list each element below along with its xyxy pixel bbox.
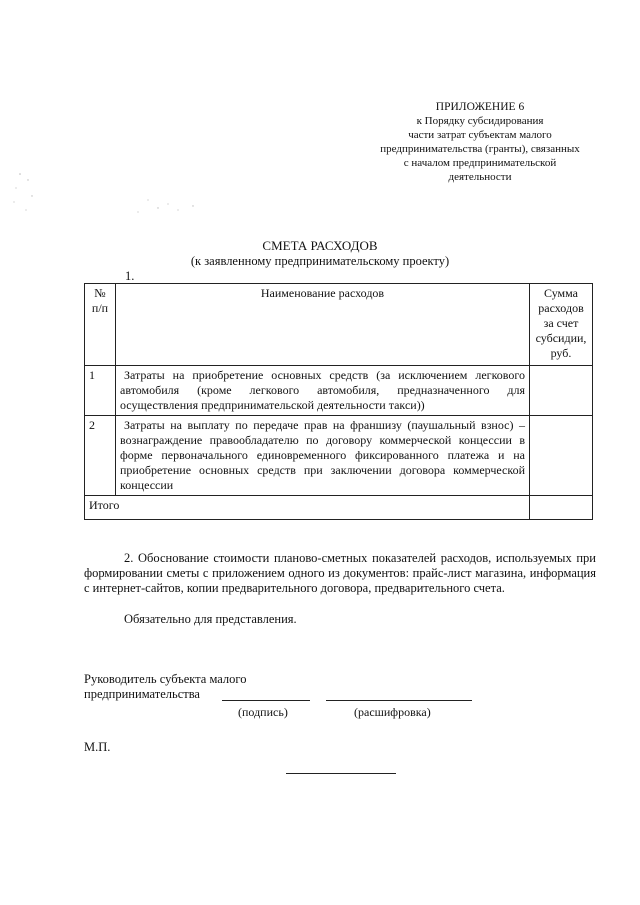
document-subtitle: (к заявленному предпринимательскому проекту) [190, 254, 450, 268]
total-label: Итого [85, 496, 530, 520]
signature-caption: (подпись) [238, 705, 288, 719]
row-number: 1 [85, 366, 116, 416]
row-sum [530, 416, 593, 496]
appendix-block [360, 100, 600, 184]
row-description: Затраты на приобретение основных средств (за исключением легкового автомобиля (кроме легкового автомобиля, предназначенного для осуществления предпринимательской деятельности такси)) [116, 366, 530, 416]
signature-line [222, 700, 310, 701]
table-row [85, 366, 593, 416]
header-name: Наименование расходов [116, 284, 530, 366]
row-sum [530, 366, 593, 416]
expenses-table [84, 283, 593, 520]
table-header-row [85, 284, 593, 366]
row-description: Затраты на выплату по передаче прав на франшизу (паушальный взнос) – вознаграждение правообладателю по договору коммерческой концессии в форме первоначального единовременного фиксированного платежа и на приобретение основных средств при заключении договора коммерческой концессии [116, 416, 530, 496]
appendix-line: с началом предпринимательской [403, 157, 557, 169]
signatory-label [84, 672, 246, 702]
header-sum: Сумма расходов за счет субсидии, руб. [530, 284, 593, 366]
appendix-heading: ПРИЛОЖЕНИЕ 6 [435, 101, 525, 113]
table-row [85, 416, 593, 496]
appendix-line: деятельности [448, 171, 512, 183]
appendix-line: части затрат субъектам малого [408, 129, 552, 141]
scan-noise [8, 170, 208, 230]
header-number: № п/п [85, 284, 116, 366]
total-row [85, 496, 593, 520]
appendix-line: предпринимательства (гранты), связанных [380, 143, 580, 155]
name-caption: (расшифровка) [354, 705, 431, 719]
total-value [530, 496, 593, 520]
appendix-line: к Порядку субсидирования [416, 115, 544, 127]
justification-paragraph: 2. Обоснование стоимости планово-сметных показателей расходов, используемых при формировании сметы с приложением одного из документов: прайс-лист магазина, информация с интернет-сайтов, копии предварительного договора, предварительного счета. [84, 551, 596, 595]
signatory-line-2: предпринимательства [84, 687, 200, 701]
mandatory-note: Обязательно для представления. [124, 612, 297, 626]
name-line [326, 700, 472, 701]
document-title: СМЕТА РАСХОДОВ [262, 238, 378, 253]
row-number: 2 [85, 416, 116, 496]
signatory-line-1: Руководитель субъекта малого [84, 672, 247, 686]
stamp-label: М.П. [84, 740, 111, 754]
bottom-line [286, 773, 396, 774]
section-number: 1. [125, 269, 135, 283]
